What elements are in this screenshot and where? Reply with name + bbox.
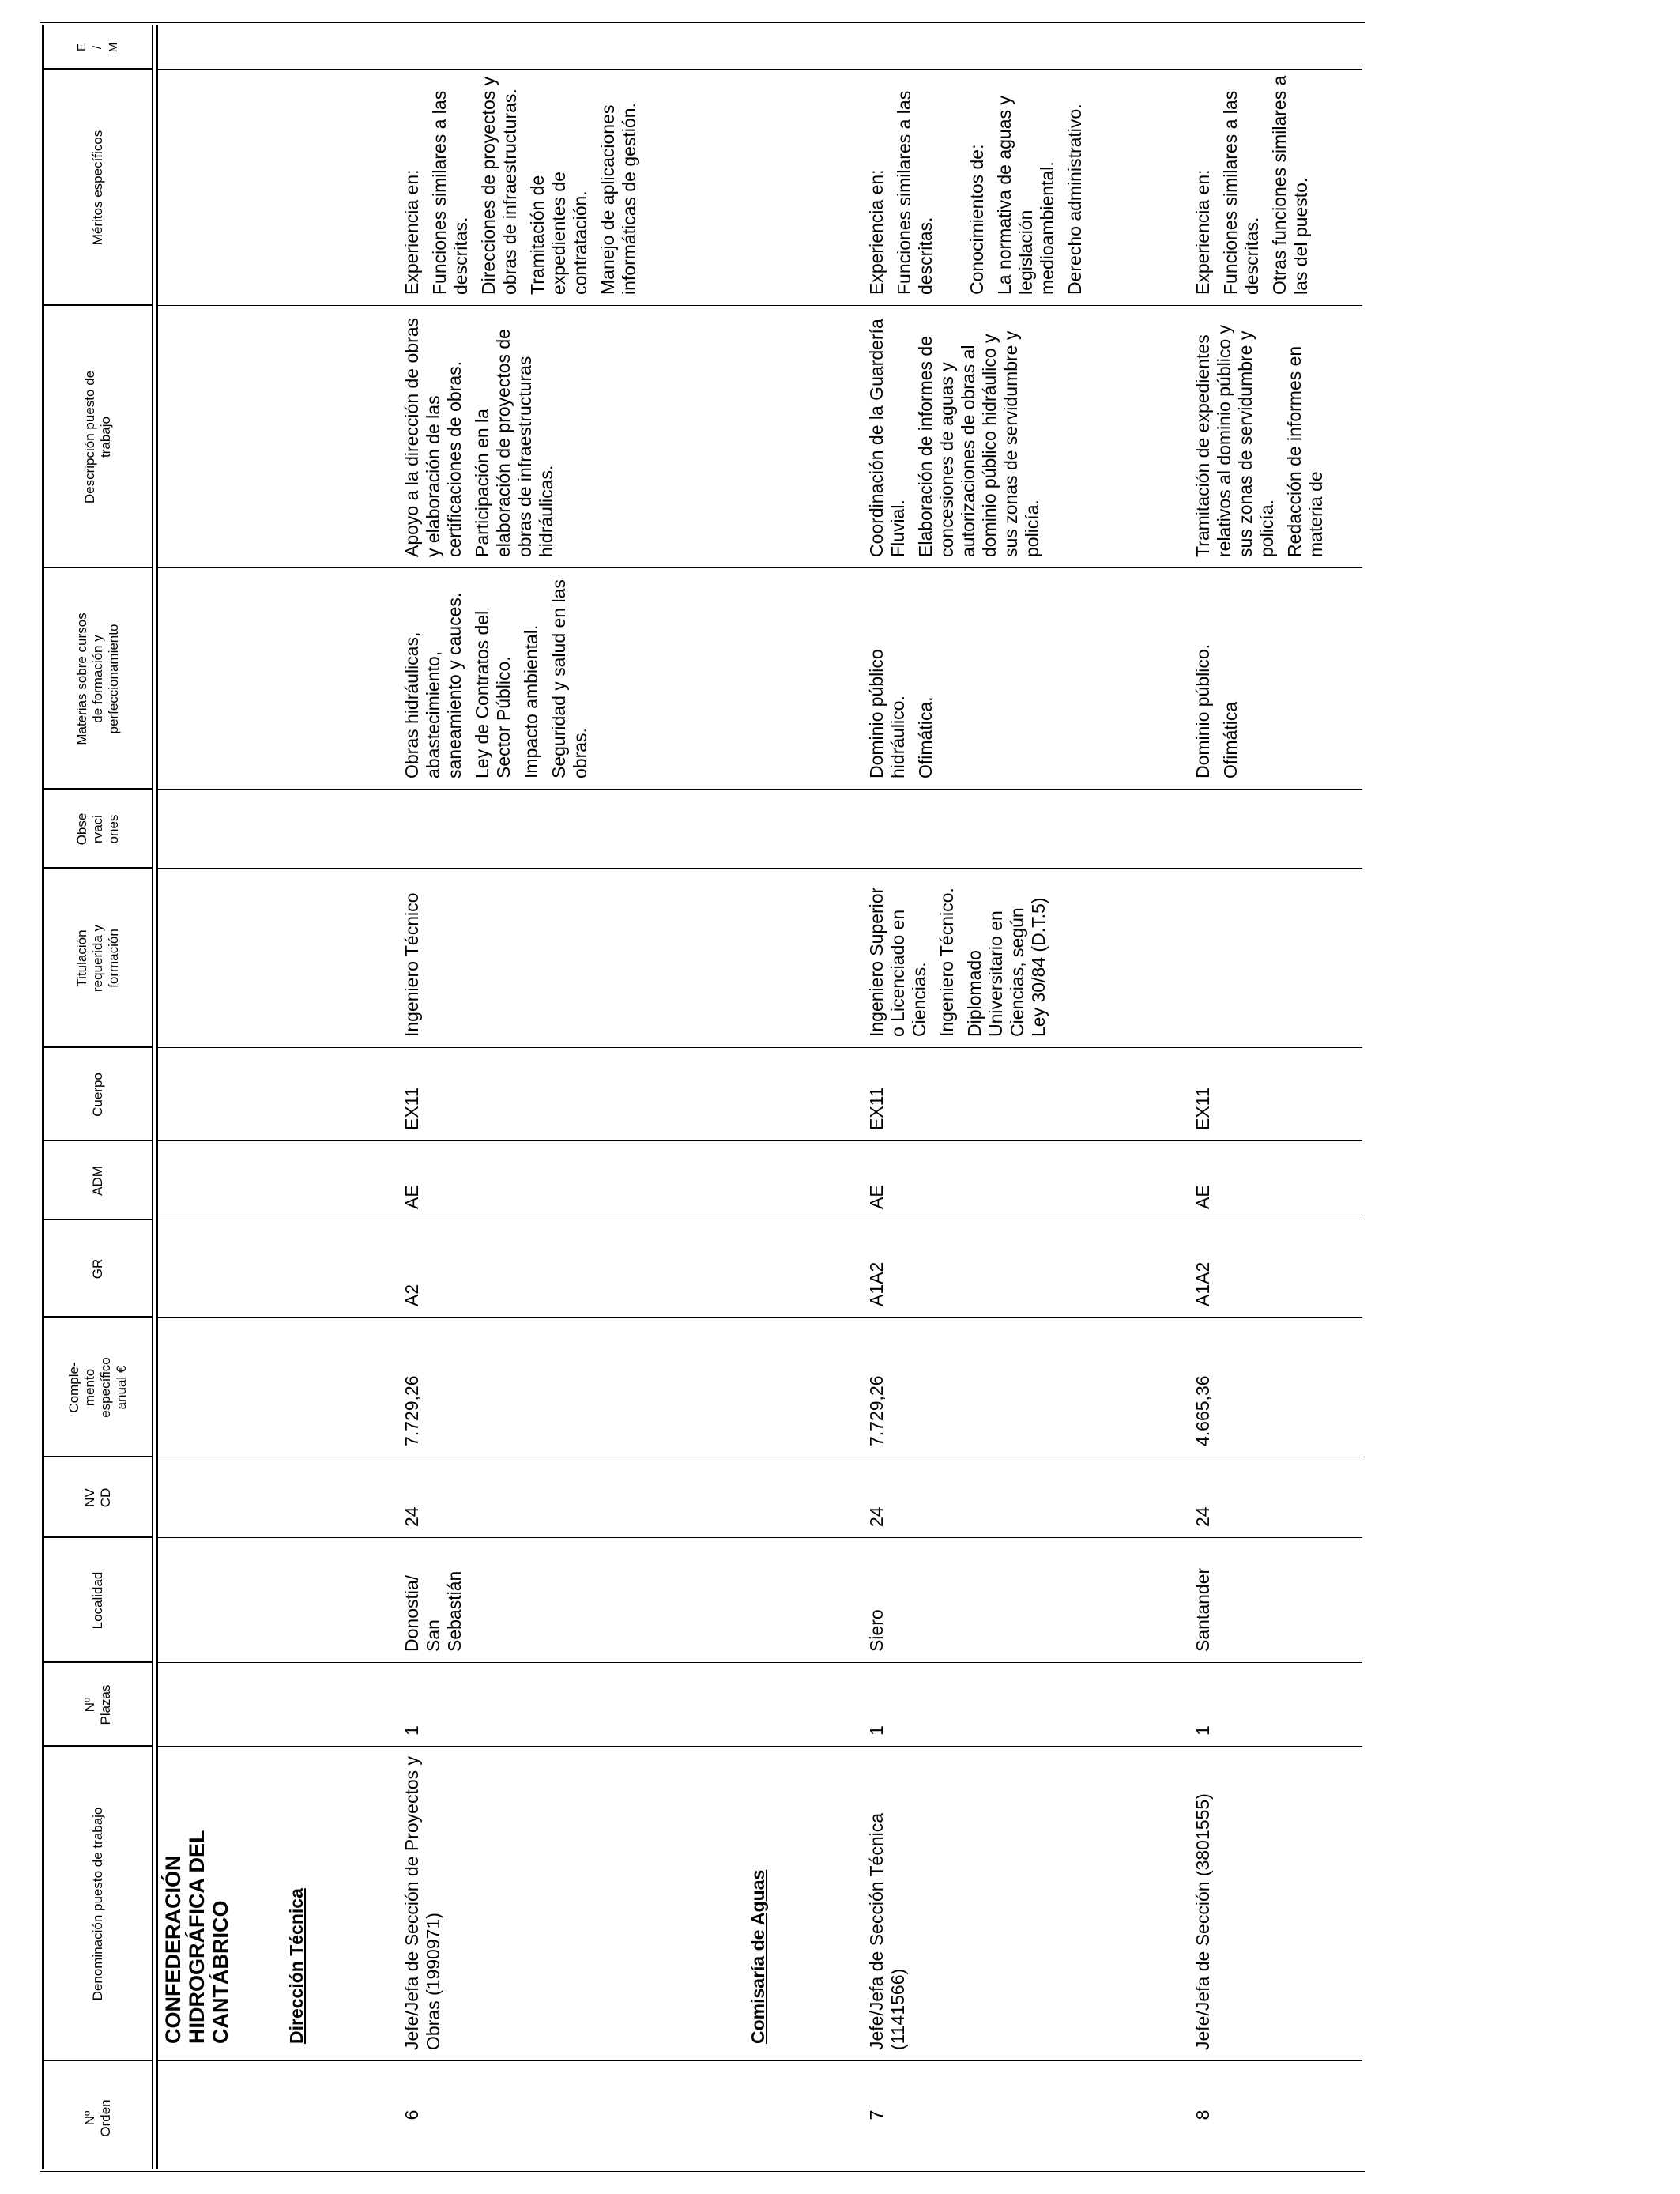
- row-6-materias: [401, 573, 816, 778]
- column-line: [43, 1219, 152, 1220]
- titulacion-item: Ingeniero Técnico: [401, 892, 422, 1037]
- header-materias: Materias sobre cursos de formación y perfeccionamiento: [74, 613, 121, 745]
- row-6-orden: 6: [401, 2109, 422, 2120]
- header-observaciones: Obse rvaci ones: [74, 812, 121, 846]
- column-line: [43, 1316, 152, 1318]
- materias-item: Ofimática.: [915, 696, 936, 778]
- materias-item: Dominio público.: [1192, 643, 1213, 778]
- row-line: [158, 789, 1362, 790]
- meritos-item: [943, 74, 960, 295]
- row-7-titulacion: [866, 873, 1189, 1037]
- descripcion-item: Apoyo a la dirección de obras y elaboración de las certificaciones de obras.: [401, 317, 465, 557]
- grid-line: [43, 25, 44, 2169]
- row-7-denominacion: Jefe/Jefa de Sección Técnica (1141566): [866, 1812, 908, 2050]
- materias-item: Impacto ambiental.: [521, 624, 541, 778]
- column-line: [43, 1046, 152, 1048]
- header-cuerpo: Cuerpo: [90, 1072, 105, 1117]
- row-7-descripcion: [866, 311, 1189, 557]
- row-8-titulacion: [1192, 873, 1362, 1037]
- descripcion-item: Tramitación de expedientes relativos al dominio público y sus zonas de servidumbre y policía.: [1192, 324, 1277, 557]
- column-line: [43, 1140, 152, 1141]
- row-line: [158, 1662, 1362, 1663]
- row-line: [158, 1140, 1362, 1141]
- row-6-cuerpo: EX11: [401, 1087, 422, 1130]
- row-line: [158, 1047, 1362, 1048]
- row-7-materias: [866, 573, 1189, 778]
- header-denominacion: Denominación puesto de trabajo: [90, 1807, 105, 2001]
- header-separator: [156, 25, 158, 2169]
- row-8-meritos: [1192, 74, 1362, 295]
- row-line: [158, 305, 1362, 306]
- column-line: [43, 567, 152, 568]
- header-grupo: GR: [90, 1258, 105, 1280]
- meritos-item: Conocimientos de:: [966, 144, 987, 295]
- row-6-localidad: Donostia/ San Sebastián: [401, 1570, 465, 1652]
- row-line: [158, 1537, 1362, 1538]
- row-6-denominacion: Jefe/Jefa de Sección de Proyectos y Obras (1990971): [401, 1755, 443, 2050]
- meritos-item: Experiencia en:: [401, 169, 422, 295]
- header-complemento: Comple- mento específico anual €: [66, 1357, 129, 1418]
- column-line: [43, 1661, 152, 1663]
- row-line: [158, 868, 1362, 869]
- column-line: [43, 68, 152, 70]
- materias-item: Seguridad y salud en las obras.: [548, 579, 590, 778]
- meritos-item: La normativa de aguas y legislación medioambiental.: [994, 96, 1057, 295]
- meritos-item: Manejo de aplicaciones informáticas de gestión.: [597, 103, 639, 295]
- row-line: [158, 69, 1362, 70]
- header-nivel: NV CD: [82, 1487, 113, 1508]
- meritos-item: Derecho administrativo.: [1064, 104, 1085, 295]
- titulacion-item: Ingeniero Técnico.: [936, 888, 957, 1037]
- row-6-adm: AE: [401, 1185, 422, 1209]
- meritos-item: Funciones similares a las descritas.: [429, 90, 471, 295]
- row-7-localidad: Siero: [866, 1609, 887, 1652]
- materias-item: Dominio público hidráulico.: [866, 649, 908, 778]
- document-page: [40, 22, 1365, 2172]
- row-6-plazas: 1: [401, 1725, 422, 1736]
- row-6-grupo: A2: [401, 1284, 422, 1306]
- row-6-meritos: [401, 74, 816, 295]
- row-line: [158, 1317, 1362, 1318]
- materias-item: Obras hidráulicas, abastecimiento, saneamiento y cauces.: [401, 592, 465, 778]
- descripcion-item: Elaboración de informes de concesiones de aguas y autorizaciones de obras al dominio público hidráulico y sus zonas de servidumbre y policía.: [915, 330, 1042, 557]
- row-8-materias: [1192, 573, 1362, 778]
- row-8-complemento: 4.665,36: [1192, 1375, 1213, 1446]
- row-8-cuerpo: EX11: [1192, 1087, 1213, 1130]
- row-7-orden: 7: [866, 2109, 887, 2120]
- row-8-localidad: Santander: [1192, 1567, 1213, 1652]
- row-7-adm: AE: [866, 1185, 887, 1209]
- row-8-nivel: 24: [1192, 1506, 1213, 1527]
- row-6-descripcion: [401, 311, 816, 557]
- header-adm: ADM: [90, 1166, 105, 1196]
- row-7-complemento: 7.729,26: [866, 1375, 887, 1446]
- header-localidad: Localidad: [90, 1571, 105, 1630]
- titulacion-item: Diplomado Universitario en Ciencias, según Ley 30/84 (D.T.5): [964, 897, 1049, 1037]
- header-plazas: Nº Plazas: [82, 1684, 113, 1725]
- descripcion-item: Redacción de informes en materia de: [1284, 345, 1326, 557]
- row-line: [158, 1746, 1362, 1747]
- row-7-plazas: 1: [866, 1725, 887, 1736]
- column-line: [43, 788, 152, 790]
- meritos-item: Experiencia en:: [866, 169, 887, 295]
- header-titulacion: Titulación requerida y formación: [74, 924, 121, 993]
- row-line: [158, 567, 1362, 568]
- row-7-grupo: A1A2: [866, 1261, 887, 1306]
- row-8-denominacion: Jefe/Jefa de Sección (3801555): [1192, 1793, 1213, 2050]
- row-8-descripcion: [1192, 311, 1362, 557]
- row-6-titulacion: [401, 873, 816, 1037]
- row-8-grupo: A1A2: [1192, 1261, 1213, 1306]
- row-7-nivel: 24: [866, 1506, 887, 1527]
- meritos-item: Tramitación de expedientes de contratación.: [527, 171, 590, 295]
- header-em: E / M: [75, 42, 120, 53]
- materias-item: Ley de Contratos del Sector Público.: [472, 610, 514, 778]
- row-6-complemento: 7.729,26: [401, 1375, 422, 1446]
- column-line: [43, 1536, 152, 1538]
- row-7-meritos: [866, 74, 1189, 295]
- row-6-nivel: 24: [401, 1506, 422, 1527]
- unit-direccion-tecnica: Dirección Técnica: [286, 1888, 307, 2044]
- organization-title: CONFEDERACIÓN HIDROGRÁFICA DEL CANTÁBRICO: [161, 1830, 232, 2044]
- meritos-item: Experiencia en:: [1192, 169, 1213, 295]
- column-line: [43, 2060, 152, 2061]
- row-7-cuerpo: EX11: [866, 1087, 887, 1130]
- header-descripcion: Descripción puesto de trabajo: [82, 370, 113, 504]
- materias-item: Ofimática: [1220, 701, 1241, 778]
- row-line: [158, 2060, 1362, 2061]
- row-8-orden: 8: [1192, 2109, 1213, 2120]
- column-line: [43, 304, 152, 306]
- meritos-item: Funciones similares a las descritas.: [1220, 90, 1262, 295]
- unit-comisaria: Comisaría de Aguas: [748, 1869, 768, 2044]
- header-orden: Nº Orden: [82, 2099, 113, 2137]
- meritos-item: Otras funciones similares a las del puesto.: [1269, 75, 1311, 295]
- meritos-item: Funciones similares a las descritas.: [894, 90, 936, 295]
- titulacion-item: Ingeniero Superior o Licenciado en Ciencias.: [866, 887, 929, 1037]
- descripcion-item: Participación en la elaboración de proyectos de obras de infraestructuras hidráulicas.: [472, 329, 556, 557]
- column-line: [43, 1456, 152, 1457]
- row-8-plazas: 1: [1192, 1725, 1213, 1736]
- row-8-adm: AE: [1192, 1185, 1213, 1209]
- meritos-item: Direcciones de proyectos y obras de infraestructuras.: [478, 76, 520, 295]
- header-separator: [152, 25, 153, 2169]
- header-meritos: Méritos específicos: [90, 130, 105, 246]
- descripcion-item: Coordinación de la Guardería Fluvial.: [866, 319, 908, 557]
- column-line: [43, 867, 152, 869]
- column-line: [43, 1745, 152, 1747]
- rotated-table: [43, 25, 1362, 2169]
